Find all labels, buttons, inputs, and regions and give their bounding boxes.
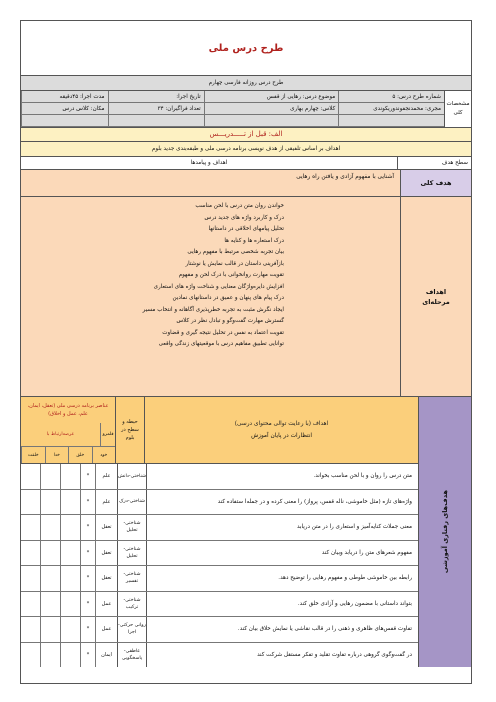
row-text: واژه‌های تازه (مثل خاموشی، ناله قفس، پرواز) را معنی کرده و در جمله‌ا ستفاده کند <box>146 490 418 515</box>
row-check: * <box>80 541 95 566</box>
sub-self: خود <box>92 447 116 463</box>
row-cell <box>60 617 80 642</box>
table-row <box>21 566 418 592</box>
row-check: * <box>80 617 95 642</box>
list-item: خواندن روان متن درس با لحن مناسب <box>195 203 284 209</box>
list-item: گسترش مهارت گفت‌وگو و تبادل نظر در کلاس <box>176 318 284 324</box>
info-empty-3 <box>108 115 204 127</box>
row-level: شناختی-ترکیب <box>117 592 146 617</box>
row-cell <box>21 617 40 642</box>
header-content-b: انتظارات در پایان آموزش <box>251 433 312 439</box>
general-goal-text: آشنایی با مفهوم آزادی و یافتن راه رهایی <box>21 170 400 196</box>
lesson-topic: موضوع درس: رهایی از قفس <box>204 91 339 103</box>
row-areas <box>21 566 80 591</box>
header-subareas <box>21 446 115 463</box>
row-text: متن درس را روان و با لحن مناسب بخواند. <box>146 464 418 489</box>
row-cell <box>40 464 60 489</box>
lesson-number: شماره طرح درس: ۵ <box>338 91 444 103</box>
row-cell <box>40 490 60 515</box>
row-areas <box>21 643 80 668</box>
row-cell <box>21 464 40 489</box>
row-domain: تعقل <box>95 541 117 566</box>
row-cell <box>21 566 40 591</box>
header-domain: قلمرو <box>100 423 115 447</box>
list-item: درک استعاره ها و کنایه ها <box>224 237 284 244</box>
goal-headers <box>21 157 471 170</box>
info-side-line1: مشخصات <box>446 101 470 107</box>
row-cell <box>21 592 40 617</box>
row-cell <box>21 643 40 668</box>
list-item: تقویت مهارت روانخوانی با درک لحن و مفهوم <box>178 272 284 278</box>
row-text: مفهوم شعرهای متن را دریابد وبیان کند <box>146 541 418 566</box>
row-areas <box>21 464 80 489</box>
header-goals: اهداف و پیامدها <box>190 160 228 166</box>
row-domain: عمل <box>95 592 117 617</box>
row-areas <box>21 541 80 566</box>
intro-line: اهداف بر اساس تلفیقی از هدف نویسی برنامه درسی ملی و طبقه‌بندی جدید بلوم <box>21 142 471 157</box>
general-info <box>21 91 471 128</box>
row-cell <box>60 464 80 489</box>
header-content-a: اهداف (با رعایت توالی محتوای درسی) <box>234 421 329 427</box>
row-text: در گفت‌وگوی گروهی درباره تفاوت تقلید و تفکر مستقل شرکت کند <box>146 643 418 668</box>
row-cell <box>60 566 80 591</box>
stage-label-line2: مرحله‌ای <box>422 297 450 306</box>
execution-date: تاریخ اجرا: <box>108 91 204 103</box>
row-cell <box>21 490 40 515</box>
row-areas <box>21 490 80 515</box>
row-text: معنی جملات کنایه‌آمیز و استعاری را در متن دریابد <box>146 515 418 540</box>
row-cell <box>40 643 60 668</box>
section-title: الف: قبل از تـــــدریـــس <box>21 128 471 142</box>
table-row <box>21 515 418 541</box>
sub-god: خدا <box>45 447 69 463</box>
general-goal-row <box>21 170 471 197</box>
row-cell <box>40 541 60 566</box>
page-title: طرح درس ملی <box>21 21 471 76</box>
list-item: تحلیل پیامهای اخلاقی در داستانها <box>208 226 284 232</box>
row-level: شناختی-تحلیل <box>117 541 146 566</box>
info-side-line2: کلی <box>453 110 463 116</box>
row-check: * <box>80 490 95 515</box>
list-item: توانایی تطبیق مفاهیم درس با موقعیتهای زندگی واقعی <box>158 341 284 347</box>
row-areas <box>21 617 80 642</box>
row-cell <box>60 643 80 668</box>
stage-goals-list <box>21 197 400 396</box>
row-cell <box>21 541 40 566</box>
duration: مدت اجرا: ۴۵دقیقه <box>21 91 108 103</box>
row-text: تفاوت قفس‌های ظاهری و ذهنی را در قالب نقاشی یا نمایش خلاق بیان کند. <box>146 617 418 642</box>
header-bloom: حیطه و سطح در بلوم <box>115 397 144 463</box>
row-level: شناختی-دانش <box>117 464 146 489</box>
row-cell <box>60 515 80 540</box>
header-areas: عرصه‌ارتباط با <box>46 431 75 437</box>
row-check: * <box>80 566 95 591</box>
table-row <box>21 617 418 643</box>
row-domain: ایمان <box>95 643 117 668</box>
info-empty-2 <box>204 115 339 127</box>
row-check: * <box>80 592 95 617</box>
list-item: بیان تجربه شخصی مرتبط با مفهوم رهایی <box>187 249 284 255</box>
row-check: * <box>80 464 95 489</box>
instructional-goals <box>21 397 471 667</box>
row-level: شناختی-تحلیل <box>117 515 146 540</box>
row-check: * <box>80 515 95 540</box>
row-level: روانی حرکتی-اجرا <box>117 617 146 642</box>
list-item: درک پیام های پنهان و عمیق در داستانهای نمادین <box>172 295 284 301</box>
row-level: شناختی-درک <box>117 490 146 515</box>
list-item: ایجاد نگرش مثبت به تجربه خطرپذیری آگاهانه و انتخاب مسیر <box>142 306 284 313</box>
header-elements <box>21 397 115 463</box>
stage-goals-label <box>400 197 471 396</box>
row-domain: تعقل <box>95 566 117 591</box>
table-row <box>21 490 418 516</box>
instructional-rows <box>21 464 418 667</box>
header-elements-mid <box>21 423 115 447</box>
row-cell <box>60 490 80 515</box>
row-cell <box>21 515 40 540</box>
sub-people: خلق <box>68 447 92 463</box>
row-level: عاطفی-پاسخگویی <box>117 643 146 668</box>
row-cell <box>40 617 60 642</box>
row-domain: علم <box>95 464 117 489</box>
table-row <box>21 643 418 668</box>
student-count: تعداد فراگیران: ۳۴ <box>108 103 204 115</box>
row-cell <box>60 592 80 617</box>
header-elements-title: عناصر برنامه درسی ملی (تعقل، ایمان، علم، عمل و اخلاق) <box>27 402 109 417</box>
sub-creation: خلقت <box>21 447 45 463</box>
teacher: مجری: محمدنجفوندوریکوندی <box>338 103 444 115</box>
list-item: افزایش دایره‌واژگان معنایی و شناخت واژه های استعاری <box>153 283 284 290</box>
table-row <box>21 464 418 490</box>
header-level: سطح هدف <box>397 157 471 169</box>
instructional-header <box>21 397 418 464</box>
class: کلاس: چهارم بهاری <box>204 103 339 115</box>
list-item: درک و کاربرد واژه های جدید درس <box>204 214 284 221</box>
row-text: رابطه بین خاموشی طوطی و مفهوم رهایی را توضیح دهد. <box>146 566 418 591</box>
row-domain: عمل <box>95 617 117 642</box>
row-domain: علم <box>95 490 117 515</box>
header-content <box>144 397 418 463</box>
stage-label-line1: اهداف <box>425 287 447 296</box>
page-subtitle: طرح درس روزانه فارسی چهارم <box>21 76 471 91</box>
row-cell <box>40 592 60 617</box>
lesson-plan-sheet <box>20 20 472 684</box>
row-cell <box>40 566 60 591</box>
stage-goals-row <box>21 197 471 397</box>
general-goal-label: هدف کلی <box>400 170 471 196</box>
instructional-table <box>21 397 418 667</box>
list-item: تقویت اعتماد به نفس در تحلیل نتیجه گیری و قضاوت <box>162 329 284 336</box>
info-empty-4 <box>21 115 108 127</box>
row-level: شناختی-تفسیر <box>117 566 146 591</box>
table-row <box>21 592 418 618</box>
info-empty-1 <box>338 115 444 127</box>
instructional-side-text: هدف‌های رفتاری آموزشی <box>441 490 449 574</box>
location: مکان: کلاس درس <box>21 103 108 115</box>
row-areas <box>21 592 80 617</box>
row-text: بتواند داستانی با مضمون رهایی و آزادی خلق کند. <box>146 592 418 617</box>
row-cell <box>60 541 80 566</box>
info-side-label <box>444 91 471 127</box>
table-row <box>21 541 418 567</box>
list-item: بازآفرینی داستان در قالب نمایش یا نوشتار <box>185 260 284 267</box>
row-check: * <box>80 643 95 668</box>
instructional-side-label <box>418 397 471 667</box>
info-grid <box>21 91 444 127</box>
row-domain: تعقل <box>95 515 117 540</box>
row-cell <box>40 515 60 540</box>
row-areas <box>21 515 80 540</box>
